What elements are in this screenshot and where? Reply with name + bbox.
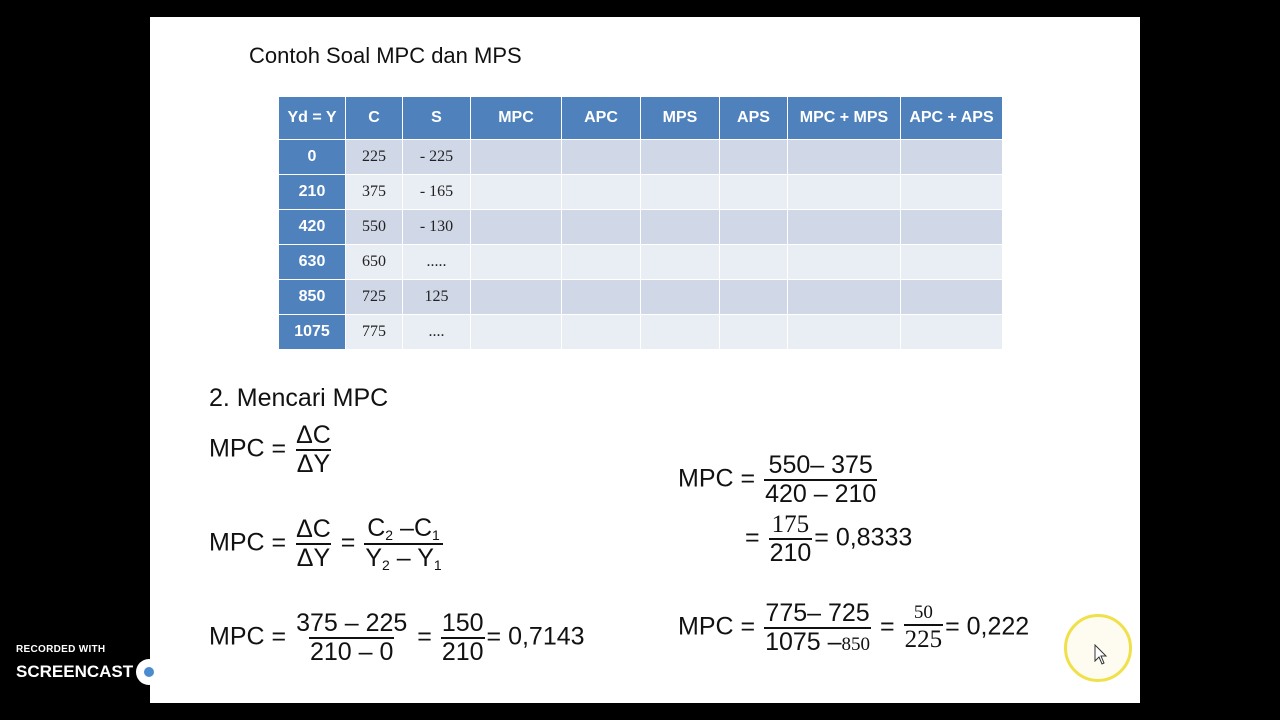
fraction-numerator xyxy=(366,515,441,543)
formula-mpc-example-2 xyxy=(678,452,879,508)
table-row xyxy=(279,280,1003,315)
watermark-text-right: MATIC xyxy=(165,662,218,681)
difference-fraction xyxy=(764,600,871,656)
empty-cell xyxy=(788,175,901,210)
header-cell: APC + APS xyxy=(901,97,1003,140)
delta-fraction xyxy=(295,516,332,572)
fraction-denominator: 210 xyxy=(441,638,484,666)
fraction-denominator: ΔY xyxy=(296,544,331,573)
denominator-part: 850 xyxy=(841,634,871,655)
y-cell: 420 xyxy=(279,210,346,245)
table-row xyxy=(279,175,1003,210)
y-symbol: Y xyxy=(417,544,434,573)
c-cell: 650 xyxy=(346,245,403,280)
equals-sign: = xyxy=(271,528,287,557)
equals-sign: = xyxy=(740,612,756,641)
difference-fraction xyxy=(764,452,877,508)
fraction-numerator: 775– 725 xyxy=(765,599,870,627)
result-value: = 0,8333 xyxy=(814,523,913,552)
empty-cell xyxy=(901,315,1003,350)
result-value: = 0,222 xyxy=(945,612,1030,641)
fraction-denominator: 225 xyxy=(904,625,943,653)
empty-cell xyxy=(788,140,901,175)
equals-sign: = xyxy=(745,523,760,552)
empty-cell xyxy=(788,280,901,315)
c-symbol: C xyxy=(413,514,433,542)
fraction-denominator: 210 – 0 xyxy=(309,638,394,666)
header-cell: C xyxy=(346,97,403,140)
empty-cell xyxy=(641,175,720,210)
formula-mpc-general xyxy=(209,515,445,573)
subscript-fraction xyxy=(364,515,442,573)
fraction-numerator: 150 xyxy=(441,609,484,637)
mpc-label: MPC xyxy=(678,612,734,641)
subscript: 1 xyxy=(432,527,440,543)
equals-sign: = xyxy=(271,434,287,463)
empty-cell xyxy=(641,280,720,315)
header-cell: Yd = Y xyxy=(279,97,346,140)
empty-cell xyxy=(901,175,1003,210)
mpc-label: MPC xyxy=(209,622,265,651)
simplified-fraction xyxy=(769,511,813,567)
watermark-text-left: SCREENCAST xyxy=(16,662,134,681)
s-cell: - 225 xyxy=(403,140,471,175)
table-row xyxy=(279,315,1003,350)
y-symbol: Y xyxy=(365,544,383,573)
empty-cell xyxy=(901,140,1003,175)
mpc-label: MPC xyxy=(209,528,265,557)
mouse-cursor-icon xyxy=(1094,644,1108,666)
empty-cell xyxy=(562,315,641,350)
header-cell: MPS xyxy=(641,97,720,140)
fraction-numerator: ΔC xyxy=(296,515,331,544)
mpc-label: MPC xyxy=(678,464,734,493)
formula-mpc-example-2-result xyxy=(745,511,912,567)
empty-cell xyxy=(641,315,720,350)
empty-cell xyxy=(562,280,641,315)
fraction-numerator: 175 xyxy=(771,511,810,538)
empty-cell xyxy=(720,140,788,175)
c-cell: 725 xyxy=(346,280,403,315)
simplified-fraction xyxy=(441,610,485,666)
header-cell: S xyxy=(403,97,471,140)
slide xyxy=(150,17,1140,703)
minus-sign: – xyxy=(396,544,411,573)
empty-cell xyxy=(720,175,788,210)
empty-cell xyxy=(562,245,641,280)
subscript: 1 xyxy=(433,557,442,574)
fraction-numerator: ΔC xyxy=(296,421,331,449)
header-cell: MPC xyxy=(471,97,562,140)
s-cell: - 130 xyxy=(403,210,471,245)
empty-cell xyxy=(720,210,788,245)
difference-fraction xyxy=(295,610,408,666)
fraction-denominator xyxy=(364,543,442,573)
header-cell: MPC + MPS xyxy=(788,97,901,140)
empty-cell xyxy=(562,140,641,175)
empty-cell xyxy=(720,280,788,315)
watermark-caption: RECORDED WITH xyxy=(16,644,106,655)
s-cell: 125 xyxy=(403,280,471,315)
slide-title: Contoh Soal MPC dan MPS xyxy=(249,43,522,68)
screencast-watermark xyxy=(16,644,218,685)
simplified-fraction xyxy=(904,603,944,653)
fraction-denominator: 210 xyxy=(769,539,812,567)
fraction-numerator: 550– 375 xyxy=(768,451,873,479)
fraction-denominator: 420 – 210 xyxy=(765,480,877,508)
empty-cell xyxy=(901,280,1003,315)
formula-mpc-definition xyxy=(209,422,334,478)
s-cell: .... xyxy=(403,315,471,350)
fraction-denominator: ΔY xyxy=(296,450,331,478)
equals-sign: = xyxy=(740,464,756,493)
c-cell: 775 xyxy=(346,315,403,350)
table-row xyxy=(279,245,1003,280)
fraction-numerator: 50 xyxy=(913,602,933,624)
empty-cell xyxy=(720,245,788,280)
empty-cell xyxy=(901,245,1003,280)
empty-cell xyxy=(471,280,562,315)
empty-cell xyxy=(788,210,901,245)
header-cell: APC xyxy=(562,97,641,140)
section-heading: 2. Mencari MPC xyxy=(209,384,389,412)
empty-cell xyxy=(471,315,562,350)
empty-cell xyxy=(641,210,720,245)
empty-cell xyxy=(901,210,1003,245)
c-cell: 375 xyxy=(346,175,403,210)
equals-sign: = xyxy=(417,622,432,651)
empty-cell xyxy=(641,140,720,175)
mpc-label: MPC xyxy=(209,434,265,463)
empty-cell xyxy=(471,175,562,210)
table-row xyxy=(279,140,1003,175)
result-value: = 0,7143 xyxy=(486,622,585,651)
subscript: 2 xyxy=(382,557,390,574)
empty-cell xyxy=(471,140,562,175)
data-table xyxy=(278,96,1003,350)
s-cell: ..... xyxy=(403,245,471,280)
y-cell: 0 xyxy=(279,140,346,175)
empty-cell xyxy=(641,245,720,280)
equals-sign: = xyxy=(340,528,356,557)
delta-fraction xyxy=(295,422,332,478)
y-cell: 850 xyxy=(279,280,346,315)
table-row xyxy=(279,210,1003,245)
empty-cell xyxy=(788,245,901,280)
empty-cell xyxy=(720,315,788,350)
empty-cell xyxy=(562,175,641,210)
empty-cell xyxy=(471,210,562,245)
equals-sign: = xyxy=(880,612,895,641)
c-cell: 550 xyxy=(346,210,403,245)
formula-mpc-example-1 xyxy=(209,610,585,666)
watermark-brand xyxy=(16,659,218,685)
formula-mpc-example-3 xyxy=(678,600,1029,656)
empty-cell xyxy=(471,245,562,280)
minus-sign: – xyxy=(400,514,414,542)
denominator-part: 1075 – xyxy=(765,628,842,656)
c-symbol: C xyxy=(367,514,386,542)
subscript: 2 xyxy=(385,527,394,543)
equals-sign: = xyxy=(271,622,287,651)
empty-cell xyxy=(788,315,901,350)
screencast-logo-icon xyxy=(136,659,162,685)
y-cell: 1075 xyxy=(279,315,346,350)
c-cell: 225 xyxy=(346,140,403,175)
fraction-numerator: 375 – 225 xyxy=(296,609,408,637)
s-cell: - 165 xyxy=(403,175,471,210)
y-cell: 210 xyxy=(279,175,346,210)
fraction-denominator xyxy=(764,627,871,656)
table-header-row xyxy=(279,97,1003,140)
empty-cell xyxy=(562,210,641,245)
header-cell: APS xyxy=(720,97,788,140)
y-cell: 630 xyxy=(279,245,346,280)
